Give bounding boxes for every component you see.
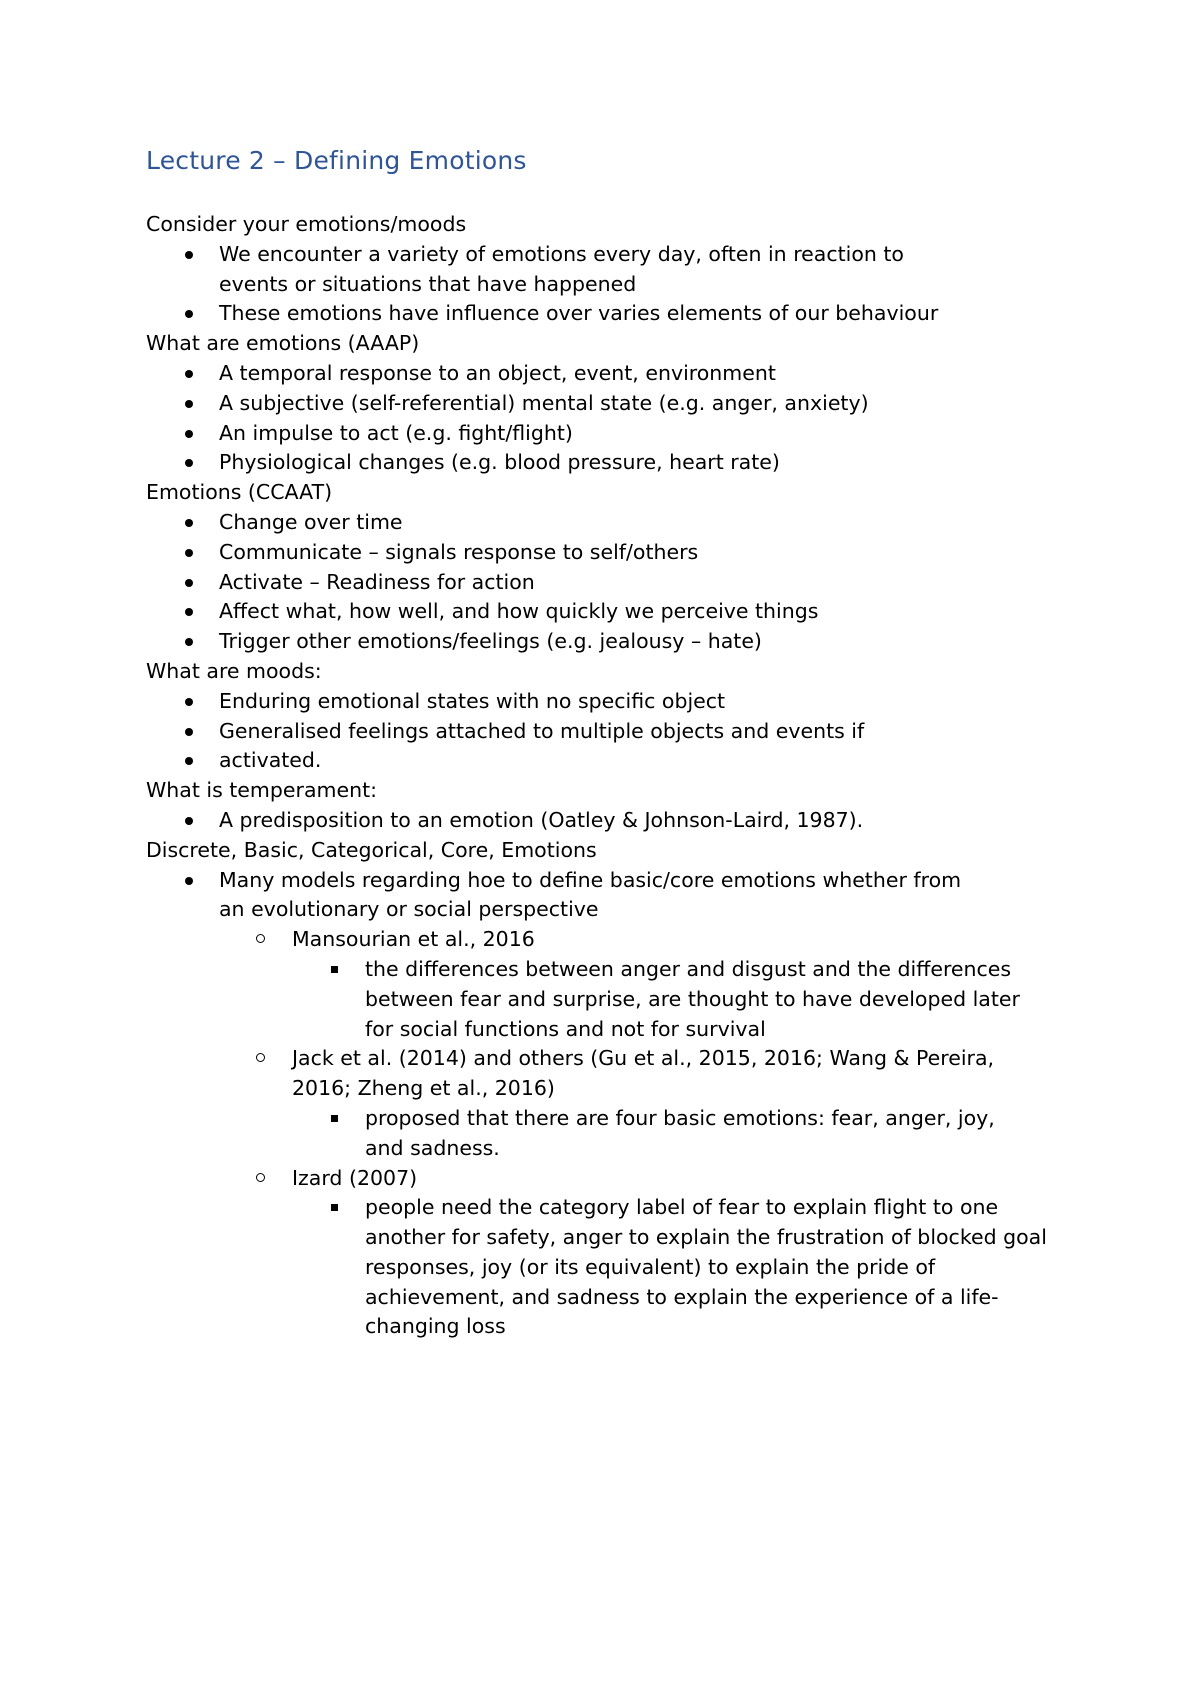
list-item: [146, 806, 1096, 836]
page-title: Lecture 2 – Defining Emotions: [146, 146, 527, 175]
bullet-marker: [185, 370, 193, 378]
bullet-marker: [185, 459, 193, 467]
list-item-text: Activate – Readiness for action: [219, 569, 535, 594]
sub-sub-list-item: [146, 1193, 1065, 1342]
list-item: [146, 597, 1096, 627]
list-item-text: A subjective (self-referential) mental state (e.g. anger, anxiety): [219, 390, 869, 415]
sub-sub-list-item: [146, 1104, 1005, 1164]
list-item: [146, 389, 1096, 419]
sub-list-item: [146, 1044, 1022, 1104]
list-item-text: We encounter a variety of emotions every day, often in reaction to events or situations that have happened: [219, 241, 904, 296]
list-item-text: Change over time: [219, 509, 403, 534]
bullet-list: [146, 508, 1096, 657]
list-item: [146, 508, 1096, 538]
list-item: [146, 299, 1096, 329]
bullet-marker: [185, 549, 193, 557]
sub-list-item: [146, 925, 1096, 955]
bullet-list: [146, 359, 1096, 478]
square-marker: [331, 966, 338, 973]
list-item: [146, 627, 1096, 657]
list-item: [146, 448, 1096, 478]
bullet-marker: [185, 400, 193, 408]
list-item: [146, 538, 1096, 568]
list-item: [146, 687, 1096, 717]
list-item: [146, 717, 1096, 747]
list-item-text: Affect what, how well, and how quickly we perceive things: [219, 599, 819, 624]
bullet-marker: [185, 698, 193, 706]
list-item-text: Generalised feelings attached to multiple objects and events if: [219, 718, 865, 743]
bullet-marker: [185, 728, 193, 736]
list-item-text: A temporal response to an object, event, environment: [219, 360, 776, 385]
list-item-text: activated.: [219, 748, 322, 773]
bullet-marker: [185, 608, 193, 616]
bullet-marker: [185, 430, 193, 438]
hollow-circle-marker: [256, 1053, 265, 1062]
list-item-text: Trigger other emotions/feelings (e.g. jealousy – hate): [219, 629, 762, 654]
bullet-list: [146, 687, 1096, 776]
sub-list-item-text: Izard (2007): [292, 1165, 418, 1190]
hollow-circle-marker: [256, 1173, 265, 1182]
list-item-text: Physiological changes (e.g. blood pressure, heart rate): [219, 450, 780, 475]
list-item: [146, 568, 1096, 598]
sub-sub-list-item-text: the differences between anger and disgust and the differences between fear and surprise, are thought to have developed later for social functions and not for survival: [365, 956, 1020, 1041]
section-heading: What are emotions (AAAP): [146, 331, 420, 356]
list-item: [146, 240, 919, 300]
sub-sub-list-item-text: proposed that there are four basic emotions: fear, anger, joy, and sadness.: [365, 1105, 995, 1160]
sub-sub-list-item-text: people need the category label of fear to explain flight to one another for safety, anger to explain the frustration of blocked goal responses, joy (or its equivalent) to explain the pride of achievement, and sadness to explain the experience of a life-changing loss: [365, 1195, 1047, 1339]
hollow-circle-marker: [256, 934, 265, 943]
sub-sub-list-item: [146, 955, 1025, 1044]
list-item-text: An impulse to act (e.g. fight/flight): [219, 420, 573, 445]
list-item-text: Enduring emotional states with no specific object: [219, 688, 726, 713]
list-item-text: These emotions have influence over varies elements of our behaviour: [219, 301, 939, 326]
bullet-list: [146, 806, 1096, 836]
list-item-text: A predisposition to an emotion (Oatley & Johnson-Laird, 1987).: [219, 807, 864, 832]
list-item: [146, 359, 1096, 389]
section-heading: What is temperament:: [146, 778, 378, 803]
list-item: [146, 866, 979, 926]
bullet-marker: [185, 251, 193, 259]
bullet-marker: [185, 519, 193, 527]
sub-list-item-text: Jack et al. (2014) and others (Gu et al., 2015, 2016; Wang & Pereira, 2016; Zheng et al., 2016): [292, 1046, 995, 1101]
bullet-marker: [185, 817, 193, 825]
square-marker: [331, 1115, 338, 1122]
section-heading: Consider your emotions/moods: [146, 212, 467, 236]
list-item: [146, 419, 1096, 449]
list-item-text: Communicate – signals response to self/others: [219, 539, 699, 564]
list-item: [146, 746, 1096, 776]
list-item-text: Many models regarding hoe to define basic/core emotions whether from an evolutionary or social perspective: [219, 867, 962, 922]
square-marker: [331, 1204, 338, 1211]
section-heading: Emotions (CCAAT): [146, 480, 333, 505]
bullet-list: [146, 240, 1096, 329]
bullet-list: [146, 866, 1096, 1343]
section-heading: Discrete, Basic, Categorical, Core, Emotions: [146, 837, 597, 862]
bullet-marker: [185, 877, 193, 885]
bullet-marker: [185, 757, 193, 765]
section-heading: What are moods:: [146, 658, 322, 683]
bullet-marker: [185, 310, 193, 318]
bullet-marker: [185, 638, 193, 646]
sub-list-item: [146, 1164, 1096, 1194]
document-body: [146, 210, 1096, 1342]
bullet-marker: [185, 579, 193, 587]
sub-list-item-text: Mansourian et al., 2016: [292, 927, 535, 952]
